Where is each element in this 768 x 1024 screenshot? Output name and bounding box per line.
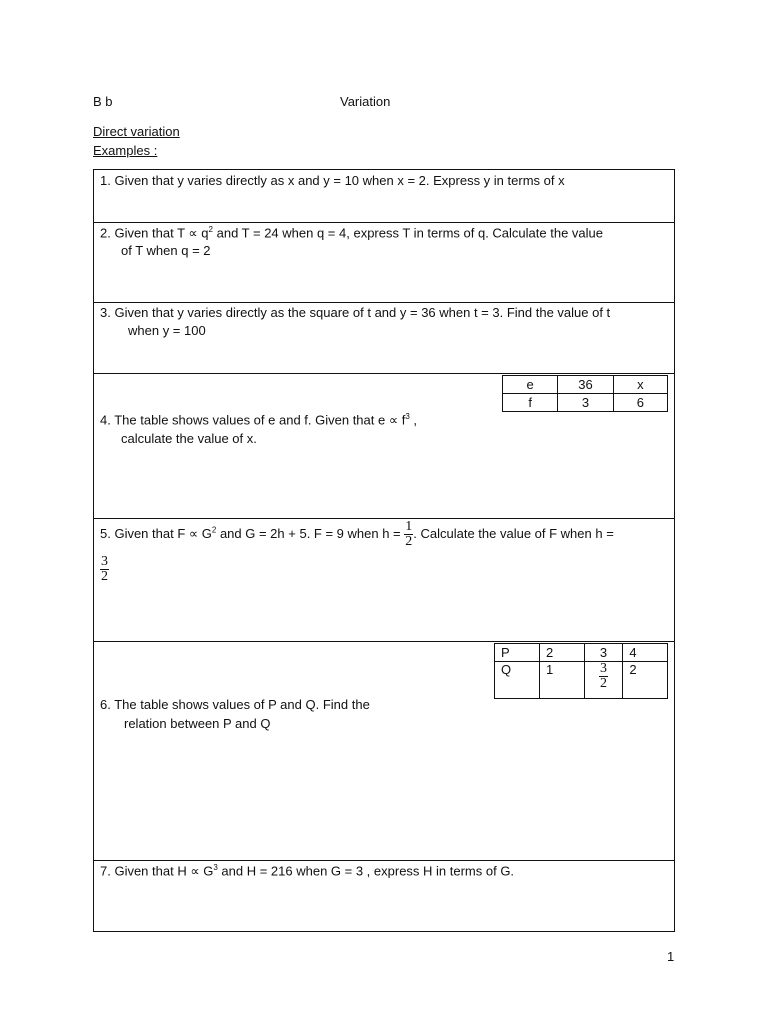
question-6-box (94, 642, 674, 861)
questions-table (93, 169, 675, 932)
question-7-box (94, 861, 674, 931)
question-4-box (94, 374, 674, 519)
question-7-text: 7. Given that $H \propto G^3$ and H = 216 when G = 3 , express H in terms of G. (100, 863, 515, 879)
question-4-line-2: calculate the value of x. (121, 431, 257, 446)
question-6-line-1: 6. The table shows values of P and Q. Find the (100, 697, 370, 712)
question-2-box (94, 223, 674, 303)
p-q-values-table: P 2 3 4 Q 1 $\frac{3}{2}$ 2 (494, 643, 668, 699)
question-5-text: 5. Given that $F \propto G^2$ and G = 2h + 5. F = 9 when h = $\frac{1}{2}$ . Calculate the value of F when h = (100, 519, 614, 549)
question-1-box (94, 170, 674, 223)
question-3-line-1: 3. Given that y varies directly as the square of t and y = 36 when t = 3. Find the value of t (100, 305, 611, 320)
section-heading: Direct variation (93, 124, 180, 139)
fraction-three-halves: $\frac{3}{2}$ (101, 554, 108, 584)
page-title: Variation (340, 94, 391, 109)
question-2-line-1: 2. Given that $T \propto q^2$ and T = 24 when q = 4, express T in terms of q. Calculate the value (100, 225, 603, 241)
fraction-three-halves-table: $\frac{3}{2}$ (599, 661, 607, 691)
e-f-values-table: e 36 x f 3 6 (502, 375, 668, 412)
question-3-line-2: when y = 100 (128, 323, 206, 338)
question-2-line-2: of T when q = 2 (121, 243, 211, 258)
question-5-box (94, 519, 674, 642)
fraction-one-half: $\frac{1}{2}$ (405, 519, 413, 549)
question-3-box (94, 303, 674, 374)
header-left: B b (93, 94, 113, 109)
question-1-text: 1. Given that y varies directly as x and y = 10 when x = 2. Express y in terms of x (100, 173, 565, 188)
question-4-line-1: 4. The table shows values of e and f. Given that $e \propto f^3$ , (100, 412, 418, 428)
question-6-line-2: relation between P and Q (124, 716, 271, 731)
question-5-fraction (100, 555, 109, 584)
examples-label: Examples : (93, 143, 158, 158)
page-number: 1 (667, 949, 675, 964)
